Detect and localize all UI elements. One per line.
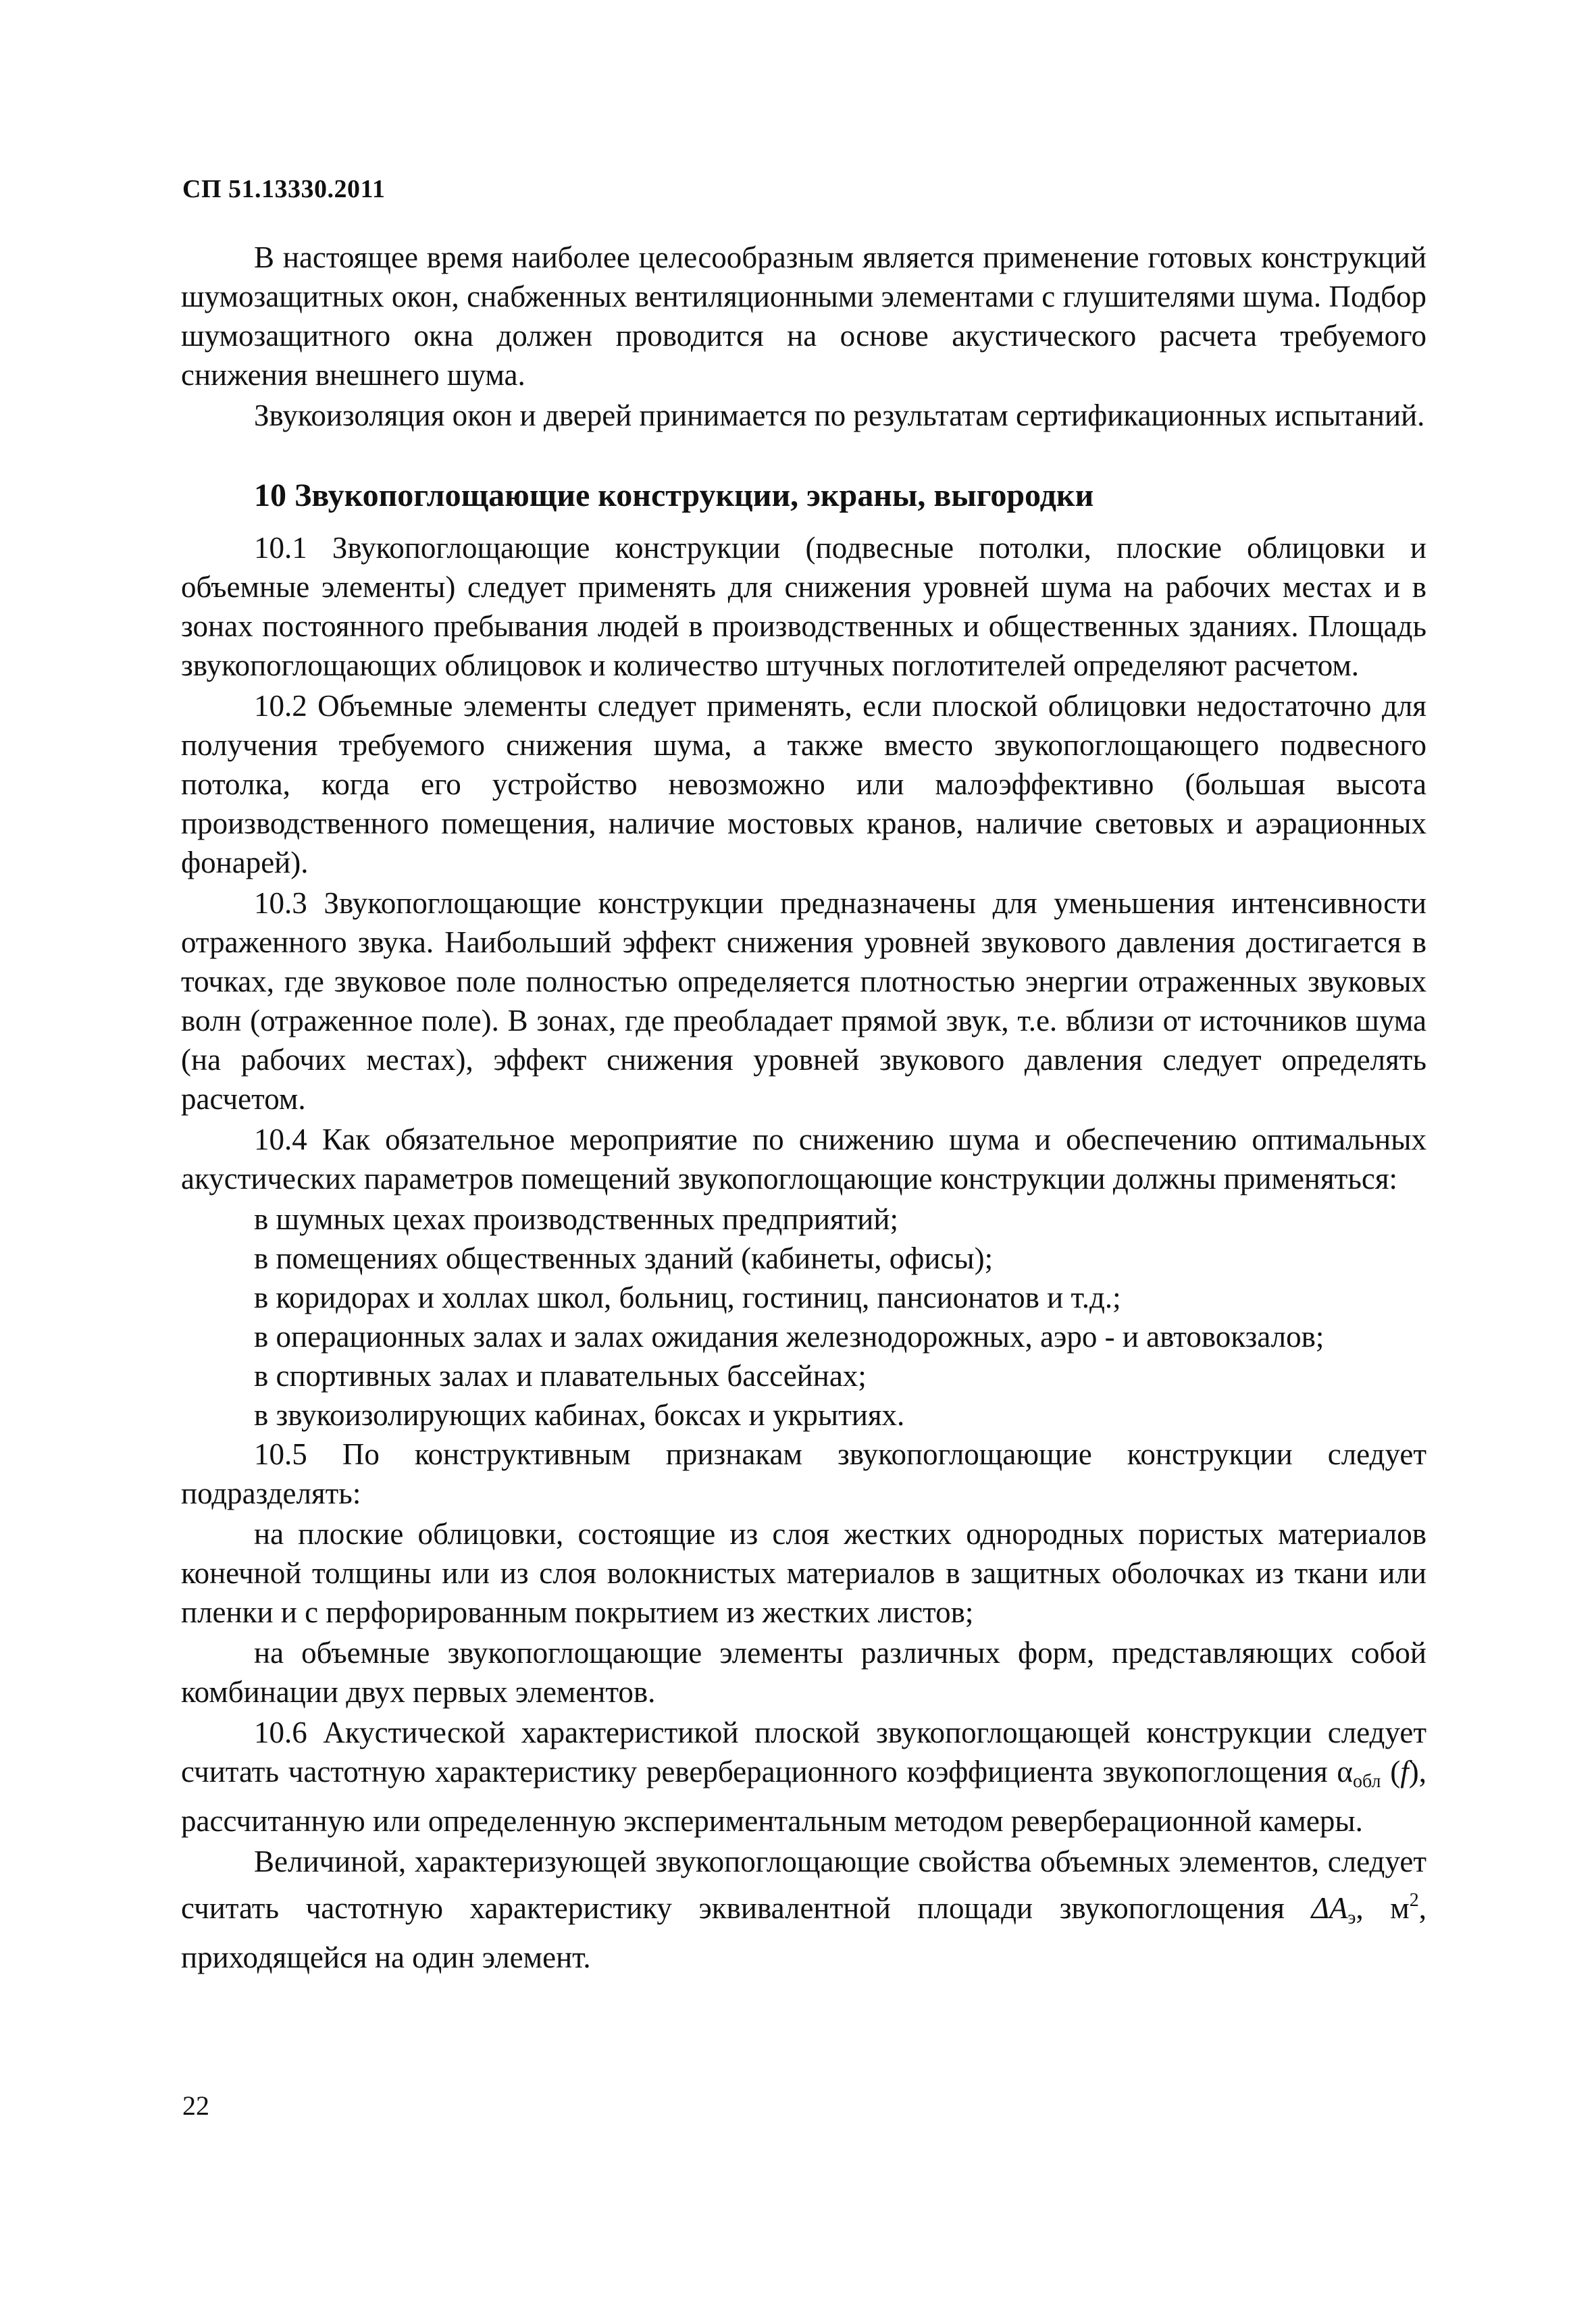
paragraph-10-4: 10.4 Как обязательное мероприятие по снижению шума и обеспечению оптимальных акустических параметров помещений звукопоглощающие конструкции должны применяться: [181, 1123, 1426, 1195]
frequency-symbol: f [1400, 1755, 1409, 1789]
paragraph-10-5-flat: на плоские облицовки, состоящие из слоя жестких однородных пористых материалов конечной толщины или из слоя волокнистых материалов в защитных оболочках из ткани или пленки и с перфорированным покрытием из жестких листов; [181, 1517, 1426, 1629]
alpha-subscript: обл [1352, 1771, 1381, 1792]
delta-a-subscript: э [1347, 1907, 1356, 1928]
unit-text: , м [1356, 1891, 1410, 1925]
list-item: в коридорах и холлах школ, больниц, гостиниц, пансионатов и т.д.; [254, 1281, 1121, 1314]
paragraph-10-5: 10.5 По конструктивным признакам звукопоглощающие конструкции следует подразделять: [181, 1437, 1426, 1510]
delta-a-symbol: ΔA [1311, 1891, 1348, 1925]
paragraph-10-6 [181, 1713, 1426, 1841]
list-item: в спортивных залах и плавательных бассейнах; [254, 1359, 867, 1393]
paragraph-10-6-tail: ), рассчитанную или определенную экспериментальным методом реверберационной камеры. [181, 1755, 1426, 1838]
paragraph-10-5-volume: на объемные звукопоглощающие элементы различных форм, представляющих собой комбинации двух первых элементов. [181, 1636, 1426, 1709]
paragraph-volume-elements [181, 1842, 1426, 1977]
list-item: в операционных залах и залах ожидания железнодорожных, аэро - и автовокзалов; [254, 1320, 1324, 1354]
page-number: 22 [182, 2090, 209, 2121]
paragraph-intro-1: В настоящее время наиболее целесообразным является применение готовых конструкций шумозащитных окон, снабженных вентиляционными элементами с глушителями шума. Подбор шумозащитного окна должен проводится на основе акустического расчета требуемого снижения внешнего шума. [181, 240, 1426, 392]
document-code: СП 51.13330.2011 [182, 175, 386, 203]
paragraph-intro-2: Звукоизоляция окон и дверей принимается по результатам сертификационных испытаний. [254, 398, 1425, 432]
list-item: в шумных цехах производственных предприятий; [254, 1202, 898, 1236]
paragraph-volume-text: Величиной, характеризующей звукопоглощающие свойства объемных элементов, следует считать частотную характеристику эквивалентной площади звукопоглощения [181, 1845, 1426, 1925]
section-heading: 10 Звукопоглощающие конструкции, экраны, выгородки [254, 478, 1094, 513]
paragraph-10-6-text: 10.6 Акустической характеристикой плоской звукопоглощающей конструкции следует считать частотную характеристику реверберационного коэффициента звукопоглощения [181, 1716, 1426, 1789]
paragraph-10-3: 10.3 Звукопоглощающие конструкции предназначены для уменьшения интенсивности отраженного звука. Наибольший эффект снижения уровней звукового давления достигается в точках, где звуковое поле полностью определяется плотностью энергии отраженных звуковых волн (отраженное поле). В зонах, где преобладает прямой звук, т.е. вблизи от источников шума (на рабочих местах), эффект снижения уровней звукового давления следует определять расчетом. [181, 886, 1426, 1116]
page-body [181, 238, 1426, 1978]
paren-open: ( [1381, 1755, 1401, 1789]
paragraph-10-1: 10.1 Звукопоглощающие конструкции (подвесные потолки, плоские облицовки и объемные элементы) следует применять для снижения уровней шума на рабочих местах и в зонах постоянного пребывания людей в производственных и общественных зданиях. Площадь звукопоглощающих облицовок и количество штучных поглотителей определяют расчетом. [181, 531, 1426, 682]
unit-superscript: 2 [1409, 1890, 1419, 1911]
paragraph-10-2: 10.2 Объемные элементы следует применять, если плоской облицовки недостаточно для получения требуемого снижения шума, а также вместо звукопоглощающего подвесного потолка, когда его устройство невозможно или малоэффективно (большая высота производственного помещения, наличие мостовых кранов, наличие световых и аэрационных фонарей). [181, 689, 1426, 879]
list-item: в звукоизолирующих кабинах, боксах и укрытиях. [254, 1398, 905, 1432]
list-item: в помещениях общественных зданий (кабинеты, офисы); [254, 1241, 994, 1275]
alpha-symbol: α [1337, 1755, 1353, 1789]
paragraph-volume-tail: , приходящейся на один элемент. [181, 1891, 1426, 1974]
